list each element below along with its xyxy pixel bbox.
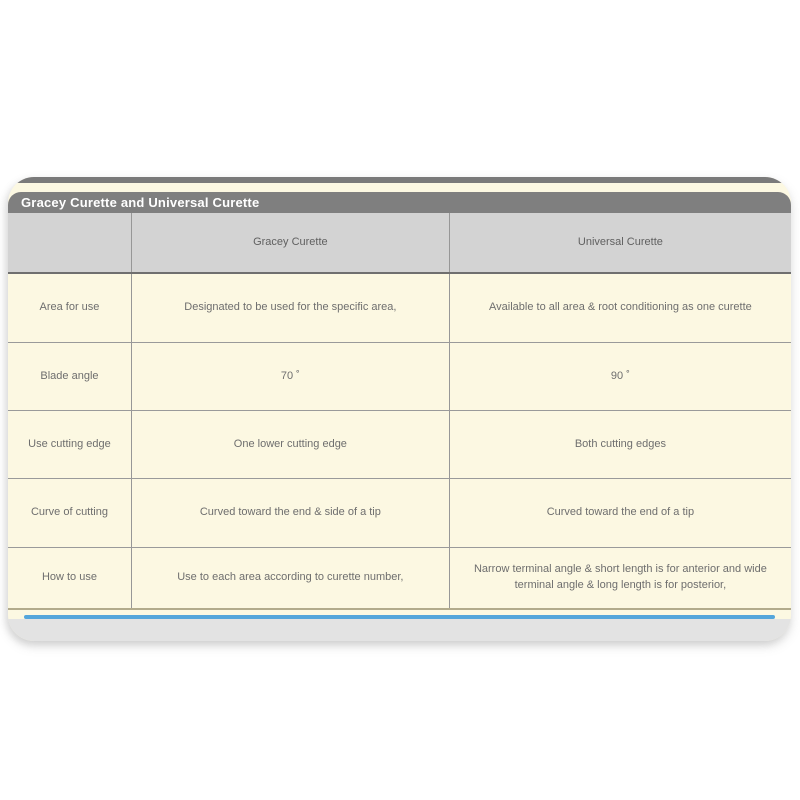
table-row-area-for-use	[8, 274, 791, 343]
card-bottom-footer	[8, 619, 791, 641]
row-label-cell: Curve of cutting	[30, 506, 108, 519]
gracey-cell: 70 ˚	[131, 343, 449, 410]
row-label-cell: Use cutting edge	[28, 437, 111, 450]
universal-cell: Both cutting edges	[449, 411, 791, 478]
universal-cell: Curved toward the end of a tip	[449, 479, 791, 547]
table-row-curve-of-cutting	[8, 479, 791, 548]
page-title: Gracey Curette and Universal Curette	[21, 195, 260, 210]
table-row-use-cutting-edge	[8, 411, 791, 479]
comparison-table	[8, 213, 791, 610]
title-bar	[8, 192, 791, 213]
table-header-row	[8, 213, 791, 274]
table-row-how-to-use	[8, 548, 791, 610]
table-row-blade-angle	[8, 343, 791, 411]
universal-cell: Available to all area & root conditioning as one curette	[449, 274, 791, 342]
gracey-cell: Designated to be used for the specific area,	[131, 274, 449, 342]
universal-cell: Narrow terminal angle & short length is for anterior and wide terminal angle & long length is for posterior,	[449, 548, 791, 608]
row-label-cell: How to use	[41, 571, 97, 584]
gracey-cell: Use to each area according to curette number,	[131, 548, 449, 608]
universal-cell: 90 ˚	[449, 343, 791, 410]
card-top-gap	[8, 183, 791, 192]
row-label-cell: Blade angle	[40, 369, 99, 382]
header-gracey-curette: Gracey Curette	[131, 213, 449, 272]
gracey-cell: One lower cutting edge	[131, 411, 449, 478]
row-label-cell: Area for use	[39, 301, 100, 314]
header-universal-curette: Universal Curette	[449, 213, 791, 272]
header-empty-cell	[8, 213, 131, 272]
gracey-cell: Curved toward the end & side of a tip	[131, 479, 449, 547]
slide-card	[8, 177, 791, 641]
